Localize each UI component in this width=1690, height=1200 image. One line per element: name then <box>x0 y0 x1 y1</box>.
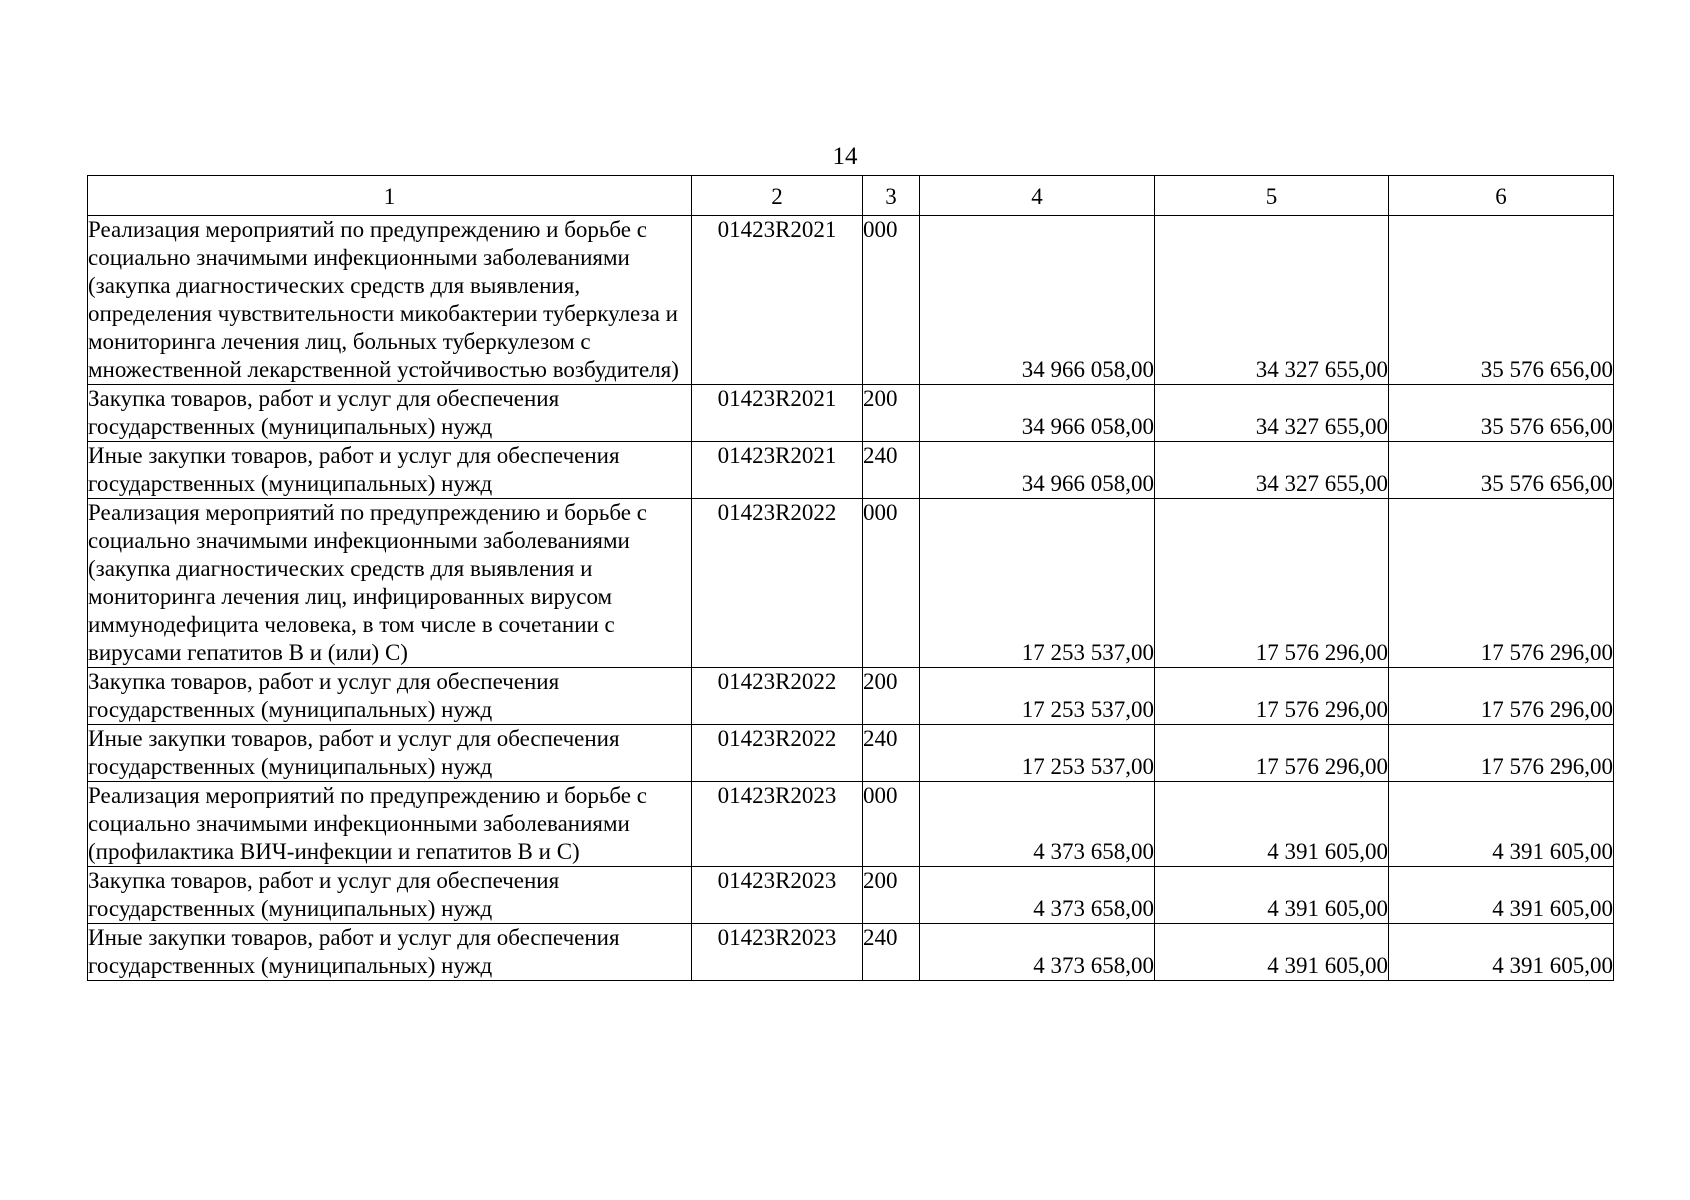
row-expense-type: 000 <box>863 499 920 668</box>
row-target-code: 01423R2023 <box>692 782 863 867</box>
row-name: Закупка товаров, работ и услуг для обеспечения государственных (муниципальных) нужд <box>88 668 692 725</box>
row-expense-type: 200 <box>863 867 920 924</box>
row-target-code: 01423R2021 <box>692 385 863 442</box>
table-row <box>88 782 1614 867</box>
column-header-1: 1 <box>88 176 692 216</box>
row-expense-type: 200 <box>863 385 920 442</box>
table-row <box>88 725 1614 782</box>
row-expense-type: 240 <box>863 924 920 981</box>
table-header-row <box>88 176 1614 216</box>
row-name: Реализация мероприятий по предупреждению и борьбе с социально значимыми инфекционными заболеваниями (закупка диагностических средств для выявления и мониторинга лечения лиц, инфицированных вирусом иммунодефицита человека, в том числе в сочетании с вирусами гепатитов В и (или) С) <box>88 499 692 668</box>
row-expense-type: 000 <box>863 216 920 385</box>
column-header-3: 3 <box>863 176 920 216</box>
row-expense-type: 240 <box>863 442 920 499</box>
row-amount-col4: 34 966 058,00 <box>920 216 1155 385</box>
row-amount-col4: 17 253 537,00 <box>920 725 1155 782</box>
column-header-2: 2 <box>692 176 863 216</box>
table-row <box>88 442 1614 499</box>
row-amount-col5: 4 391 605,00 <box>1155 924 1389 981</box>
row-amount-col6: 17 576 296,00 <box>1389 668 1614 725</box>
row-amount-col5: 34 327 655,00 <box>1155 442 1389 499</box>
row-amount-col5: 17 576 296,00 <box>1155 668 1389 725</box>
row-amount-col4: 17 253 537,00 <box>920 499 1155 668</box>
row-expense-type: 200 <box>863 668 920 725</box>
row-amount-col5: 17 576 296,00 <box>1155 725 1389 782</box>
row-expense-type: 240 <box>863 725 920 782</box>
table-row <box>88 499 1614 668</box>
row-amount-col5: 34 327 655,00 <box>1155 385 1389 442</box>
table-row <box>88 216 1614 385</box>
row-amount-col5: 34 327 655,00 <box>1155 216 1389 385</box>
row-amount-col6: 4 391 605,00 <box>1389 867 1614 924</box>
table-row <box>88 924 1614 981</box>
row-amount-col5: 4 391 605,00 <box>1155 782 1389 867</box>
row-name: Реализация мероприятий по предупреждению и борьбе с социально значимыми инфекционными заболеваниями (профилактика ВИЧ-инфекции и гепатитов В и С) <box>88 782 692 867</box>
row-name: Иные закупки товаров, работ и услуг для обеспечения государственных (муниципальных) нужд <box>88 725 692 782</box>
row-amount-col5: 4 391 605,00 <box>1155 867 1389 924</box>
row-target-code: 01423R2022 <box>692 499 863 668</box>
row-name: Иные закупки товаров, работ и услуг для обеспечения государственных (муниципальных) нужд <box>88 442 692 499</box>
column-header-4: 4 <box>920 176 1155 216</box>
row-amount-col4: 34 966 058,00 <box>920 385 1155 442</box>
row-target-code: 01423R2023 <box>692 867 863 924</box>
row-name: Закупка товаров, работ и услуг для обеспечения государственных (муниципальных) нужд <box>88 385 692 442</box>
row-amount-col6: 4 391 605,00 <box>1389 924 1614 981</box>
row-amount-col6: 17 576 296,00 <box>1389 499 1614 668</box>
row-amount-col4: 4 373 658,00 <box>920 782 1155 867</box>
row-amount-col4: 34 966 058,00 <box>920 442 1155 499</box>
row-name: Иные закупки товаров, работ и услуг для обеспечения государственных (муниципальных) нужд <box>88 924 692 981</box>
budget-table <box>87 175 1614 981</box>
row-target-code: 01423R2023 <box>692 924 863 981</box>
row-amount-col6: 35 576 656,00 <box>1389 442 1614 499</box>
row-name: Реализация мероприятий по предупреждению и борьбе с социально значимыми инфекционными заболеваниями (закупка диагностических средств для выявления, определения чувствительности микобактерии туберкулеза и мониторинга лечения лиц, больных туберкулезом с множественной лекарственной устойчивостью возбудителя) <box>88 216 692 385</box>
row-amount-col6: 35 576 656,00 <box>1389 216 1614 385</box>
table-row <box>88 668 1614 725</box>
row-amount-col6: 4 391 605,00 <box>1389 782 1614 867</box>
row-amount-col6: 35 576 656,00 <box>1389 385 1614 442</box>
row-amount-col4: 4 373 658,00 <box>920 867 1155 924</box>
row-target-code: 01423R2021 <box>692 216 863 385</box>
table-row <box>88 867 1614 924</box>
table-row <box>88 385 1614 442</box>
row-amount-col5: 17 576 296,00 <box>1155 499 1389 668</box>
row-name: Закупка товаров, работ и услуг для обеспечения государственных (муниципальных) нужд <box>88 867 692 924</box>
row-amount-col4: 17 253 537,00 <box>920 668 1155 725</box>
row-target-code: 01423R2022 <box>692 725 863 782</box>
row-expense-type: 000 <box>863 782 920 867</box>
row-amount-col4: 4 373 658,00 <box>920 924 1155 981</box>
column-header-5: 5 <box>1155 176 1389 216</box>
column-header-6: 6 <box>1389 176 1614 216</box>
row-amount-col6: 17 576 296,00 <box>1389 725 1614 782</box>
page-number: 14 <box>832 143 858 170</box>
row-target-code: 01423R2022 <box>692 668 863 725</box>
row-target-code: 01423R2021 <box>692 442 863 499</box>
